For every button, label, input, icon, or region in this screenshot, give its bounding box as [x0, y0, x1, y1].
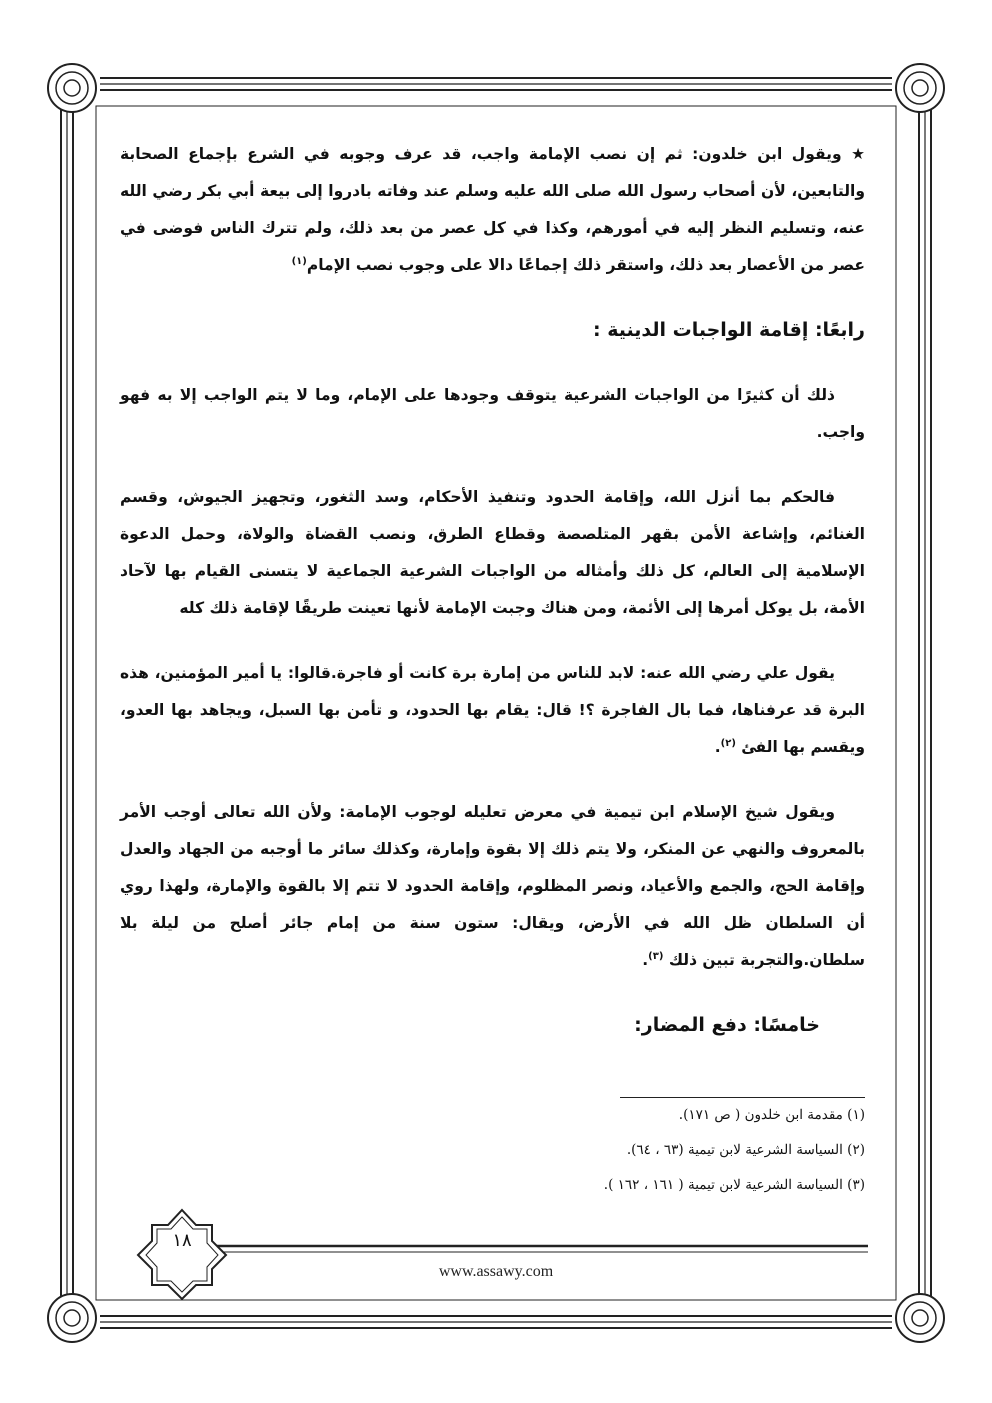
- footnote-ref-1: (١): [291, 255, 307, 267]
- paragraph-ibn-khaldun: ★ ويقول ابن خلدون: ثم إن نصب الإمامة واجب، قد عرف وجوبه في الشرع بإجماع الصحابة والتابعين، لأن أصحاب رسول الله صلى الله عليه وسلم عند وفاته بادروا إلى بيعة أبي بكر رضي الله عنه، وتسليم النظر إليه في أمورهم، وكذا في كل عصر من بعد ذلك، ولم تترك الناس فوضى في عصر من الأعصار بعد ذلك، واستقر ذلك إجماعًا دالا على وجوب نصب الإمام$^{(١)}$: [120, 145, 865, 274]
- footnote-3: (٣) السياسة الشرعية لابن تيمية ( ١٦١ ، ١٦٢ ).: [603, 1177, 865, 1193]
- footnotes: [475, 1097, 865, 1203]
- main-text: [120, 136, 865, 1044]
- paragraph-ruling: فالحكم بما أنزل الله، وإقامة الحدود وتنفيذ الأحكام، وسد الثغور، وتجهيز الجيوش، وقسم الغنائم، وإشاعة الأمن بقهر المتلصصة وقطاع الطرق، ونصب القضاة والولاة، وحمل الدعوة الإسلامية إلى العالم، كل ذلك وأمثاله من الواجبات الشرعية الجماعية لا يتسنى القيام بها لآحاد الأمة، بل يوكل أمرها إلى الأئمة، ومن هناك وجبت الإمامة لأنها تعينت طريقًا لإقامة ذلك كله: [120, 488, 865, 617]
- corner-ornament-top-right: [896, 64, 944, 112]
- page-number: ١٨: [172, 1229, 192, 1251]
- corner-ornament-bottom-left: [48, 1294, 96, 1342]
- footnote-1: (١) مقدمة ابن خلدون ( ص ١٧١).: [678, 1107, 865, 1123]
- paragraph-ali-quote: يقول علي رضي الله عنه: لابد للناس من إمارة برة كانت أو فاجرة.قالوا: يا أمير المؤمنين، هذه البرة قد عرفناها، فما بال الفاجرة ؟! قال: يقام بها الحدود، و تأمن بها السبل، ويجاهد بها العدو، ويقسم بها الفئ $^{(٢)}$.: [120, 664, 865, 756]
- footnote-ref-3: (٣): [648, 950, 664, 962]
- paragraph-ibn-taymiyyah: ويقول شيخ الإسلام ابن تيمية في معرض تعليله لوجوب الإمامة: ولأن الله تعالى أوجب الأمر بالمعروف والنهي عن المنكر، ولا يتم ذلك إلا بقوة وإمارة، وكذلك سائر ما أوجبه من الجهاد والعدل وإقامة الحج، والجمع والأعياد، ونصر المظلوم، وإقامة الحدود لا تتم إلا بالقوة والإمارة، ولهذا روي أن السلطان ظل الله في الأرض، ويقال: ستون سنة من إمام جائر أصلح من ليلة بلا سلطان.والتجربة تبين ذلك $^{(٣)}$.: [120, 803, 865, 969]
- footnote-ref-2: (٢): [720, 737, 736, 749]
- footer-rule: [215, 1246, 868, 1252]
- corner-ornament-top-left: [48, 64, 96, 112]
- corner-ornament-bottom-right: [896, 1294, 944, 1342]
- section-heading-fifth: خامسًا: دفع المضار:: [634, 1014, 820, 1036]
- section-heading-fourth: رابعًا: إقامة الواجبات الدينية :: [592, 319, 865, 341]
- website-link[interactable]: www.assawy.com: [438, 1263, 554, 1280]
- footnote-2: (٢) السياسة الشرعية لابن تيمية (٦٣ ، ٦٤).: [626, 1142, 865, 1158]
- paragraph-obligations: ذلك أن كثيرًا من الواجبات الشرعية يتوقف وجودها على الإمام، وما لا يتم الواجب إلا به فهو واجب.: [120, 386, 865, 441]
